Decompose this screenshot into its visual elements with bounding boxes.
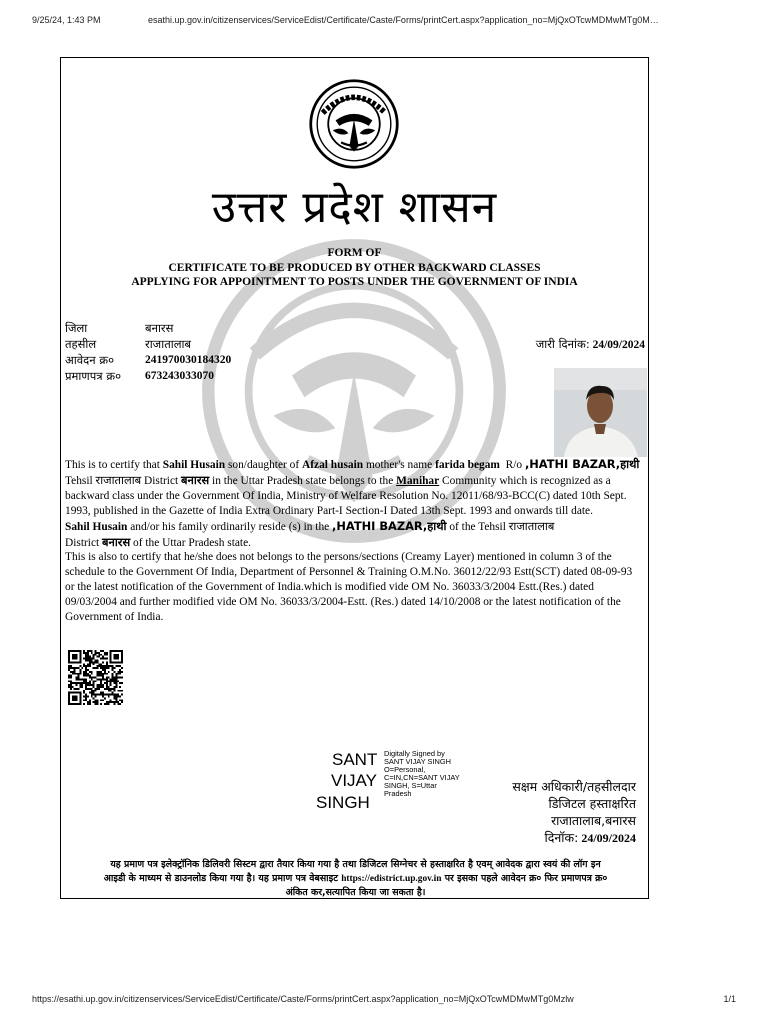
tehsil-name: राजातालाब [508, 518, 555, 533]
signature-detail-line: C=IN,CN=SANT VIJAY [384, 773, 460, 782]
signature-detail-line: SINGH, S=Uttar [384, 781, 437, 790]
detail-label: आवेदन क्र० [65, 353, 115, 367]
certificate-details [65, 320, 231, 384]
signature-detail-line: Pradesh [384, 789, 412, 798]
text: of the Uttar Pradesh state. [130, 536, 251, 549]
address: ,HATHI BAZAR,हाथी [524, 457, 640, 471]
verification-site-link: https://edistrict.up.gov.in [341, 873, 442, 884]
officer-date [512, 829, 636, 847]
certification-paragraph [65, 457, 643, 519]
detail-value: 673243033070 [145, 370, 214, 382]
print-datetime: 9/25/24, 1:43 PM [32, 15, 101, 25]
creamy-layer-paragraph: This is also to certify that he/she does not belongs to the persons/sections (Creamy Layer) mentioned in column 3 of the schedule to the Government Of India, Department of Personnel & Training O.M.No. 36012/22/93 Estt(SCT) dated 08-09-93 or the latest notification of the Government of India.which is modified vide OM No. 36033/3/2004 Estt.(Res.) dated 09/03/2004 and further modified vide OM No. 36033/3/2004-Estt. (Res.) dated 14/10/2008 or the latest notification of the Government of India. [65, 551, 633, 624]
up-government-seal-icon [308, 78, 400, 170]
detail-value: बनारस [145, 321, 174, 335]
officer-signed: डिजिटल हस्ताक्षरित [548, 796, 636, 811]
text: This is to certify that [65, 459, 163, 471]
form-heading-line: APPLYING FOR APPOINTMENT TO POSTS UNDER THE GOVERNMENT OF INDIA [131, 276, 578, 288]
print-header-url: esathi.up.gov.in/citizenservices/ServiceEdist/Certificate/Caste/Forms/printCert.aspx?application_no=MjQxOTcwMDMwMTg0M… [148, 15, 659, 25]
footnote-text: आइडी के माध्यम से डाउनलोड किया गया है। यह प्रमाण पत्र वेबसाइट [103, 872, 342, 884]
text: son/daughter of [225, 459, 302, 471]
text: mother's name [363, 459, 436, 471]
certificate-frame [60, 57, 649, 899]
detail-row-district [65, 320, 231, 336]
address: ,HATHI BAZAR,हाथी [332, 518, 447, 533]
detail-row-tehsil [65, 336, 231, 352]
main-title: उत्तर प्रदेश शासन [211, 182, 498, 233]
form-heading-line: FORM OF [327, 247, 382, 259]
detail-value: 241970030184320 [145, 354, 232, 366]
detail-label: प्रमाणपत्र क्र० [65, 369, 122, 383]
father-name: Afzal husain [302, 459, 364, 471]
signature-detail-line: O=Personal, [384, 765, 426, 774]
footnote-text: पर इसका पहले आवेदन क्र० फिर प्रमाणपत्र क्र० [441, 872, 608, 884]
footnote-line: अंकित कर,सत्यापित किया जा सकता है। [285, 887, 426, 898]
detail-value: राजातालाब [145, 337, 192, 351]
detail-label: जिला [65, 321, 88, 335]
detail-label: तहसील [65, 337, 97, 351]
verification-footnote [71, 858, 640, 900]
applicant-name: Sahil Husain [162, 459, 226, 471]
page-count: 1/1 [723, 994, 736, 1004]
district-name: बनारस [102, 534, 131, 549]
print-footer-url: https://esathi.up.gov.in/citizenservices/ServiceEdist/Certificate/Caste/Forms/printCert.aspx?application_no=MjQxOTcwMDMwMTg0Mzlw [32, 994, 574, 1004]
certificate-body [65, 457, 643, 625]
issue-date-label: जारी दिनांक: [535, 337, 590, 351]
signer-name-line: SANT [332, 750, 378, 769]
text: District [141, 474, 182, 487]
community-name: Manihar [396, 474, 440, 487]
issue-date-value: 24/09/2024 [592, 339, 645, 351]
text: in the Uttar Pradesh state belongs to the [209, 474, 397, 487]
text: Tehsil [65, 474, 96, 487]
issuing-officer [512, 778, 636, 847]
detail-row-certificate-no [65, 368, 231, 384]
footnote-line: यह प्रमाण पत्र इलेक्ट्रॉनिक डिलिवरी सिस्टम द्वारा तैयार किया गया है तथा डिजिटल सिग्नेचर से हस्ताक्षरित है एवम् आवेदक द्वारा स्वयं की लॉग इन [110, 859, 601, 870]
issue-date [536, 337, 645, 352]
digital-signature-details [384, 750, 460, 798]
form-heading-line: CERTIFICATE TO BE PRODUCED BY OTHER BACKWARD CLASSES [168, 261, 541, 274]
form-heading [61, 246, 648, 290]
applicant-name: Sahil Husain [65, 520, 128, 533]
signer-name-line: SINGH [316, 793, 370, 812]
officer-date-label: दिनॉक: [544, 830, 579, 845]
tehsil-name: राजातालाब [95, 472, 142, 487]
mother-name: farida begam [435, 459, 500, 471]
officer-date-value: 24/09/2024 [581, 831, 636, 845]
text: of the Tehsil [446, 520, 509, 533]
text: Community which is recognized as a backward class under the Government Of India, Ministry of Welfare Resolution No. 12011/68/93-BCC(C) dated 10th Sept. 1993, published in the Gazette of India Extra Ordinary Part-I Section-I Dated 13th Sept. 1993 and onwards till date. [65, 474, 627, 517]
qr-code-icon [67, 650, 124, 705]
print-footer [32, 994, 736, 1004]
applicant-photo [554, 368, 647, 457]
detail-row-application-no [65, 352, 231, 368]
signature-detail-line: Digitally Signed by [384, 749, 445, 758]
signer-name-line: VIJAY [331, 771, 377, 790]
digital-signature [316, 750, 476, 820]
residence-paragraph [65, 519, 643, 551]
district-name: बनारस [181, 472, 210, 487]
text: R/o [499, 459, 525, 471]
signature-detail-line: SANT VIJAY SINGH [384, 757, 451, 766]
footnote-line [71, 872, 640, 887]
text: District [65, 536, 103, 549]
text: and/or his family ordinarily reside (s) in the [127, 520, 333, 533]
officer-place: राजातालाब,बनारस [551, 813, 636, 828]
officer-title: सक्षम अधिकारी/तहसीलदार [512, 779, 636, 794]
